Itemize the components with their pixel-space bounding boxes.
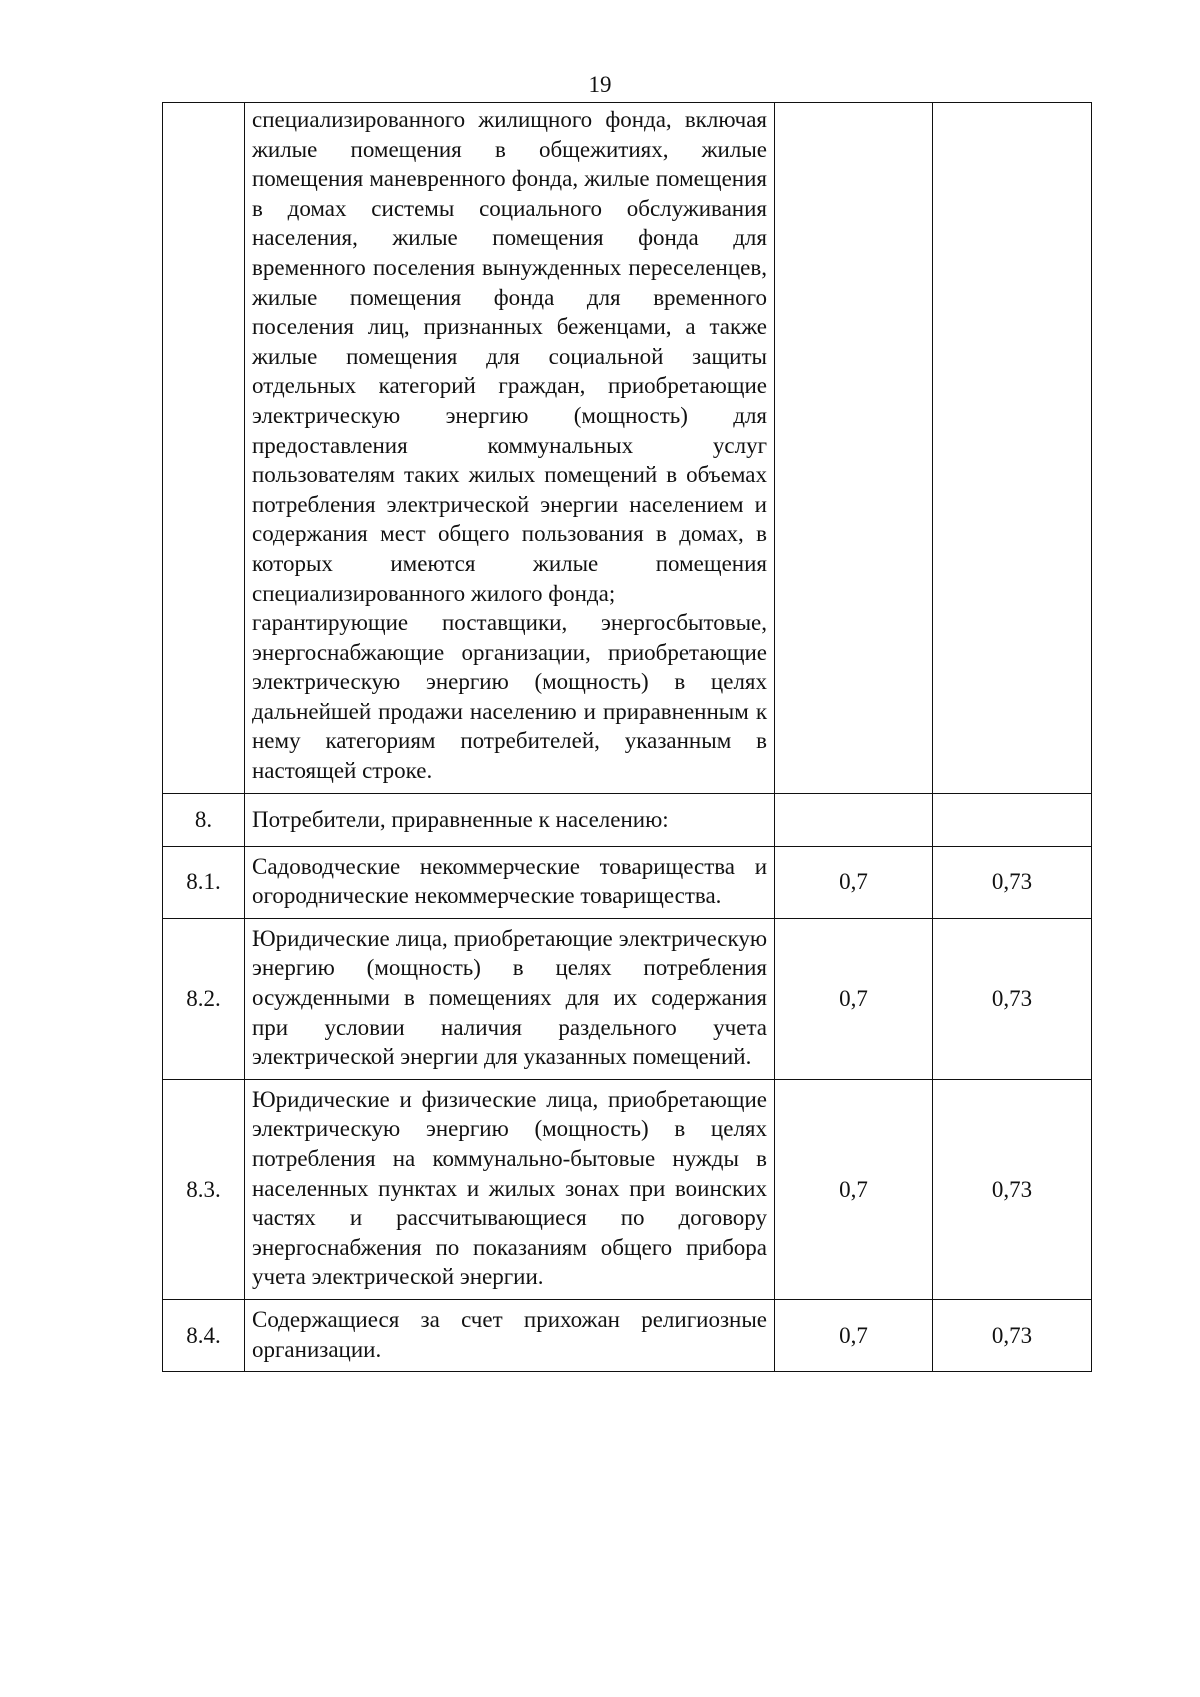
table-row [163, 793, 1092, 846]
table-row-continuation [163, 103, 1092, 794]
row-value-2 [933, 793, 1092, 846]
page-number: 19 [588, 72, 612, 97]
row-value-2: 0,73 [933, 846, 1092, 918]
table-row [163, 1079, 1092, 1299]
row-value-2: 0,73 [933, 918, 1092, 1079]
row-number-cell [163, 103, 245, 794]
row-value-1: 0,7 [775, 1299, 933, 1371]
row-number: 8.4. [163, 1299, 245, 1371]
row-value-1: 0,7 [775, 1079, 933, 1299]
continuation-paragraph-2: гарантирующие поставщики, энергосбытовые, энергоснабжающие организации, приобретающие электрическую энергию (мощность) в целях дальнейшей продажи населению и приравненным к нему категориям потребителей, указанным в настоящей строке. [252, 610, 767, 784]
row-value-1: 0,7 [775, 846, 933, 918]
row-number: 8.3. [163, 1079, 245, 1299]
row-value-1: 0,7 [775, 918, 933, 1079]
tariff-table [162, 102, 1092, 1372]
row-value-2: 0,73 [933, 1299, 1092, 1371]
row-description: Юридические лица, приобретающие электрическую энергию (мощность) в целях потребления осужденными в помещениях для их содержания при условии наличия раздельного учета электрической энергии для указанных помещений. [245, 918, 775, 1079]
row-number: 8. [163, 793, 245, 846]
value-cell-2 [933, 103, 1092, 794]
row-description-cell [245, 103, 775, 794]
table-row [163, 918, 1092, 1079]
row-description: Юридические и физические лица, приобретающие электрическую энергию (мощность) в целях потребления на коммунально-бытовые нужды в населенных пунктах и жилых зонах при воинских частях и рассчитывающиеся по договору энергоснабжения по показаниям общего прибора учета электрической энергии. [245, 1079, 775, 1299]
table-row [163, 846, 1092, 918]
continuation-paragraph-1: специализированного жилищного фонда, включая жилые помещения в общежитиях, жилые помещения маневренного фонда, жилые помещения в домах системы социального обслуживания населения, жилые помещения фонда для временного поселения вынужденных переселенцев, жилые помещения фонда для временного поселения лиц, признанных беженцами, а также жилые помещения для социальной защиты отдельных категорий граждан, приобретающие электрическую энергию (мощность) для предоставления коммунальных услуг пользователям таких жилых помещений в объемах потребления электрической энергии населением и содержания мест общего пользования в домах, в которых имеются жилые помещения специализированного жилого фонда; [252, 107, 767, 606]
row-description: Содержащиеся за счет прихожан религиозные организации. [245, 1299, 775, 1371]
table-row [163, 1299, 1092, 1371]
row-description: Потребители, приравненные к населению: [245, 793, 775, 846]
row-value-1 [775, 793, 933, 846]
row-value-2: 0,73 [933, 1079, 1092, 1299]
row-description: Садоводческие некоммерческие товарищества и огороднические некоммерческие товарищества. [245, 846, 775, 918]
row-number: 8.1. [163, 846, 245, 918]
row-number: 8.2. [163, 918, 245, 1079]
value-cell-1 [775, 103, 933, 794]
